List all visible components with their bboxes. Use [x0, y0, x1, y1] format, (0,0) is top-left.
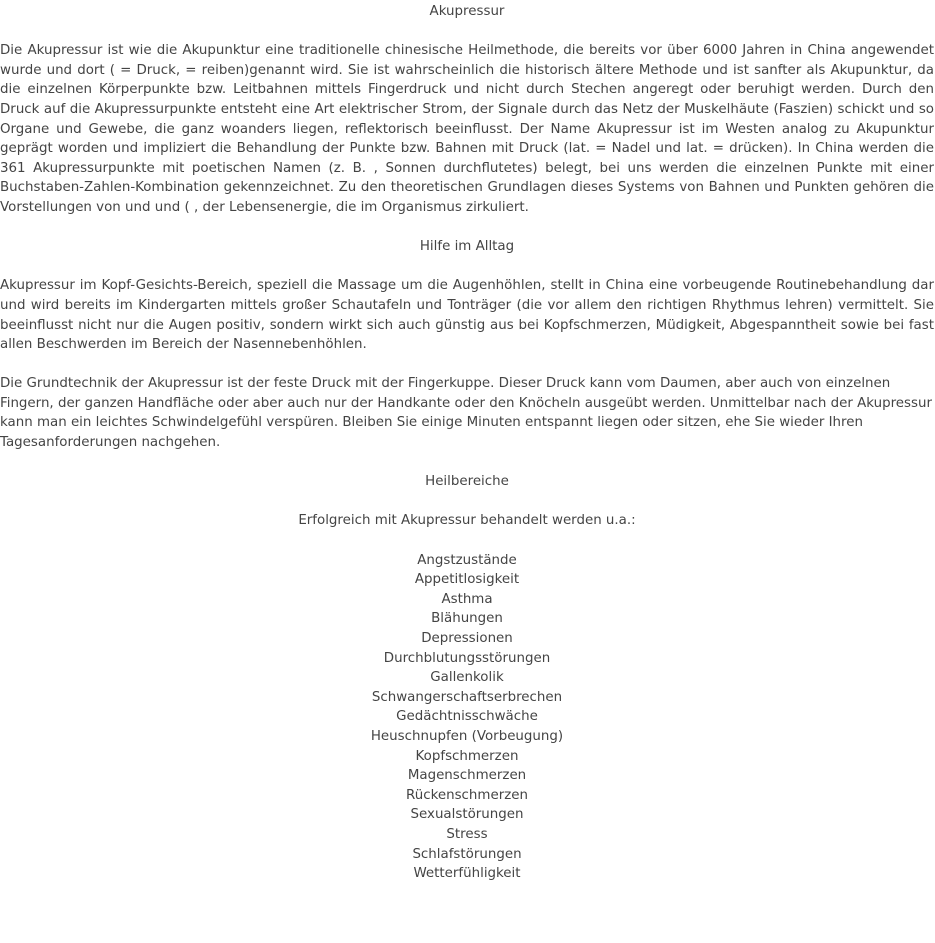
- list-item: Gallenkolik: [430, 670, 504, 686]
- list-item: Stress: [446, 826, 488, 842]
- conditions-list: [0, 551, 934, 884]
- page-title: Akupressur: [429, 4, 505, 19]
- hilfe-paragraph-1: Akupressur im Kopf-Gesichts-Bereich, speziell die Massage um die Augenhöhlen, stellt in China eine vorbeugende Routinebehandlung dar und wird bereits im Kindergarten mittels großer Schautafeln und Tonträger (die vor allem den richtigen Rhythmus lehren) vermittelt. Sie beeinflusst nicht nur die Augen positiv, sondern wirkt sich auch günstig aus bei Kopfschmerzen, Müdigkeit, Abgespanntheit sowie bei fast allen Beschwerden im Bereich der Nasennebenhöhlen.: [0, 278, 934, 353]
- spacer: [0, 22, 934, 42]
- spacer: [0, 355, 934, 375]
- spacer: [0, 257, 934, 277]
- hilfe-paragraph-2: Die Grundtechnik der Akupressur ist der feste Druck mit der Fingerkuppe. Dieser Druck kann vom Daumen, aber auch von einzelnen Fingern, der ganzen Handfläche oder aber auch nur der Handkante oder den Knöcheln ausgeübt werden. Unmittelbar nach der Akupressur kann man ein leichtes Schwindelgefühl verspüren. Bleiben Sie einige Minuten entspannt liegen oder sitzen, ehe Sie wieder Ihren Tagesanforderungen nachgehen.: [0, 376, 932, 451]
- list-item: Appetitlosigkeit: [414, 572, 520, 588]
- spacer: [0, 531, 934, 551]
- section-heading-heilbereiche: Heilbereiche: [425, 474, 509, 490]
- heilbereiche-intro: Erfolgreich mit Akupressur behandelt werden u.a.:: [298, 513, 636, 529]
- section-heading-hilfe: Hilfe im Alltag: [419, 239, 515, 255]
- spacer: [0, 492, 934, 512]
- spacer: [0, 453, 934, 473]
- list-item: Sexualstörungen: [410, 807, 524, 823]
- list-item: Rückenschmerzen: [406, 787, 528, 803]
- spacer: [0, 218, 934, 238]
- list-item: Schwangerschaftserbrechen: [371, 689, 563, 705]
- list-item: Blähungen: [431, 611, 503, 627]
- list-item: Kopfschmerzen: [415, 748, 519, 764]
- list-item: Magenschmerzen: [407, 768, 527, 784]
- list-item: Angstzustände: [417, 552, 517, 568]
- list-item: Wetterfühligkeit: [413, 866, 521, 882]
- list-item: Asthma: [441, 591, 493, 607]
- article: [0, 2, 935, 884]
- list-item: Depressionen: [421, 631, 513, 646]
- list-item: Heuschnupfen (Vorbeugung): [370, 728, 564, 744]
- list-item: Durchblutungsstörungen: [383, 650, 551, 666]
- intro-paragraph: Die Akupressur ist wie die Akupunktur eine traditionelle chinesische Heilmethode, die bereits vor über 6000 Jahren in China angewendet wurde und dort ( = Druck, = reiben)genannt wird. Sie ist wahrscheinlich die historisch ältere Methode und ist sanfter als Akupunktur, da die einzelnen Körperpunkte bzw. Leitbahnen mittels Fingerdruck und nicht durch Stechen angeregt oder beruhigt werden. Durch den Druck auf die Akupressurpunkte entsteht eine Art elektrischer Strom, der Signale durch das Netz der Muskelhäute (Faszien) schickt und so Organe und Gewebe, die ganz woanders liegen, reflektorisch beeinflusst. Der Name Akupressur ist im Westen analog zu Akupunktur geprägt worden und impliziert die Behandlung der Punkte bzw. Bahnen mit Druck (lat. = Nadel und lat. = drücken). In China werden die 361 Akupressurpunkte mit poetischen Namen (z. B. , Sonnen durchflutetes) belegt, bei uns werden die einzelnen Punkte mit einer Buchstaben-Zahlen-Kombination gekennzeichnet. Zu den theoretischen Grundlagen dieses Systems von Bahnen und Punkten gehören die Vorstellungen von und und ( , der Lebensenergie, die im Organismus zirkuliert.: [0, 43, 934, 215]
- list-item: Gedächtnisschwäche: [396, 709, 538, 725]
- list-item: Schlafstörungen: [412, 846, 522, 862]
